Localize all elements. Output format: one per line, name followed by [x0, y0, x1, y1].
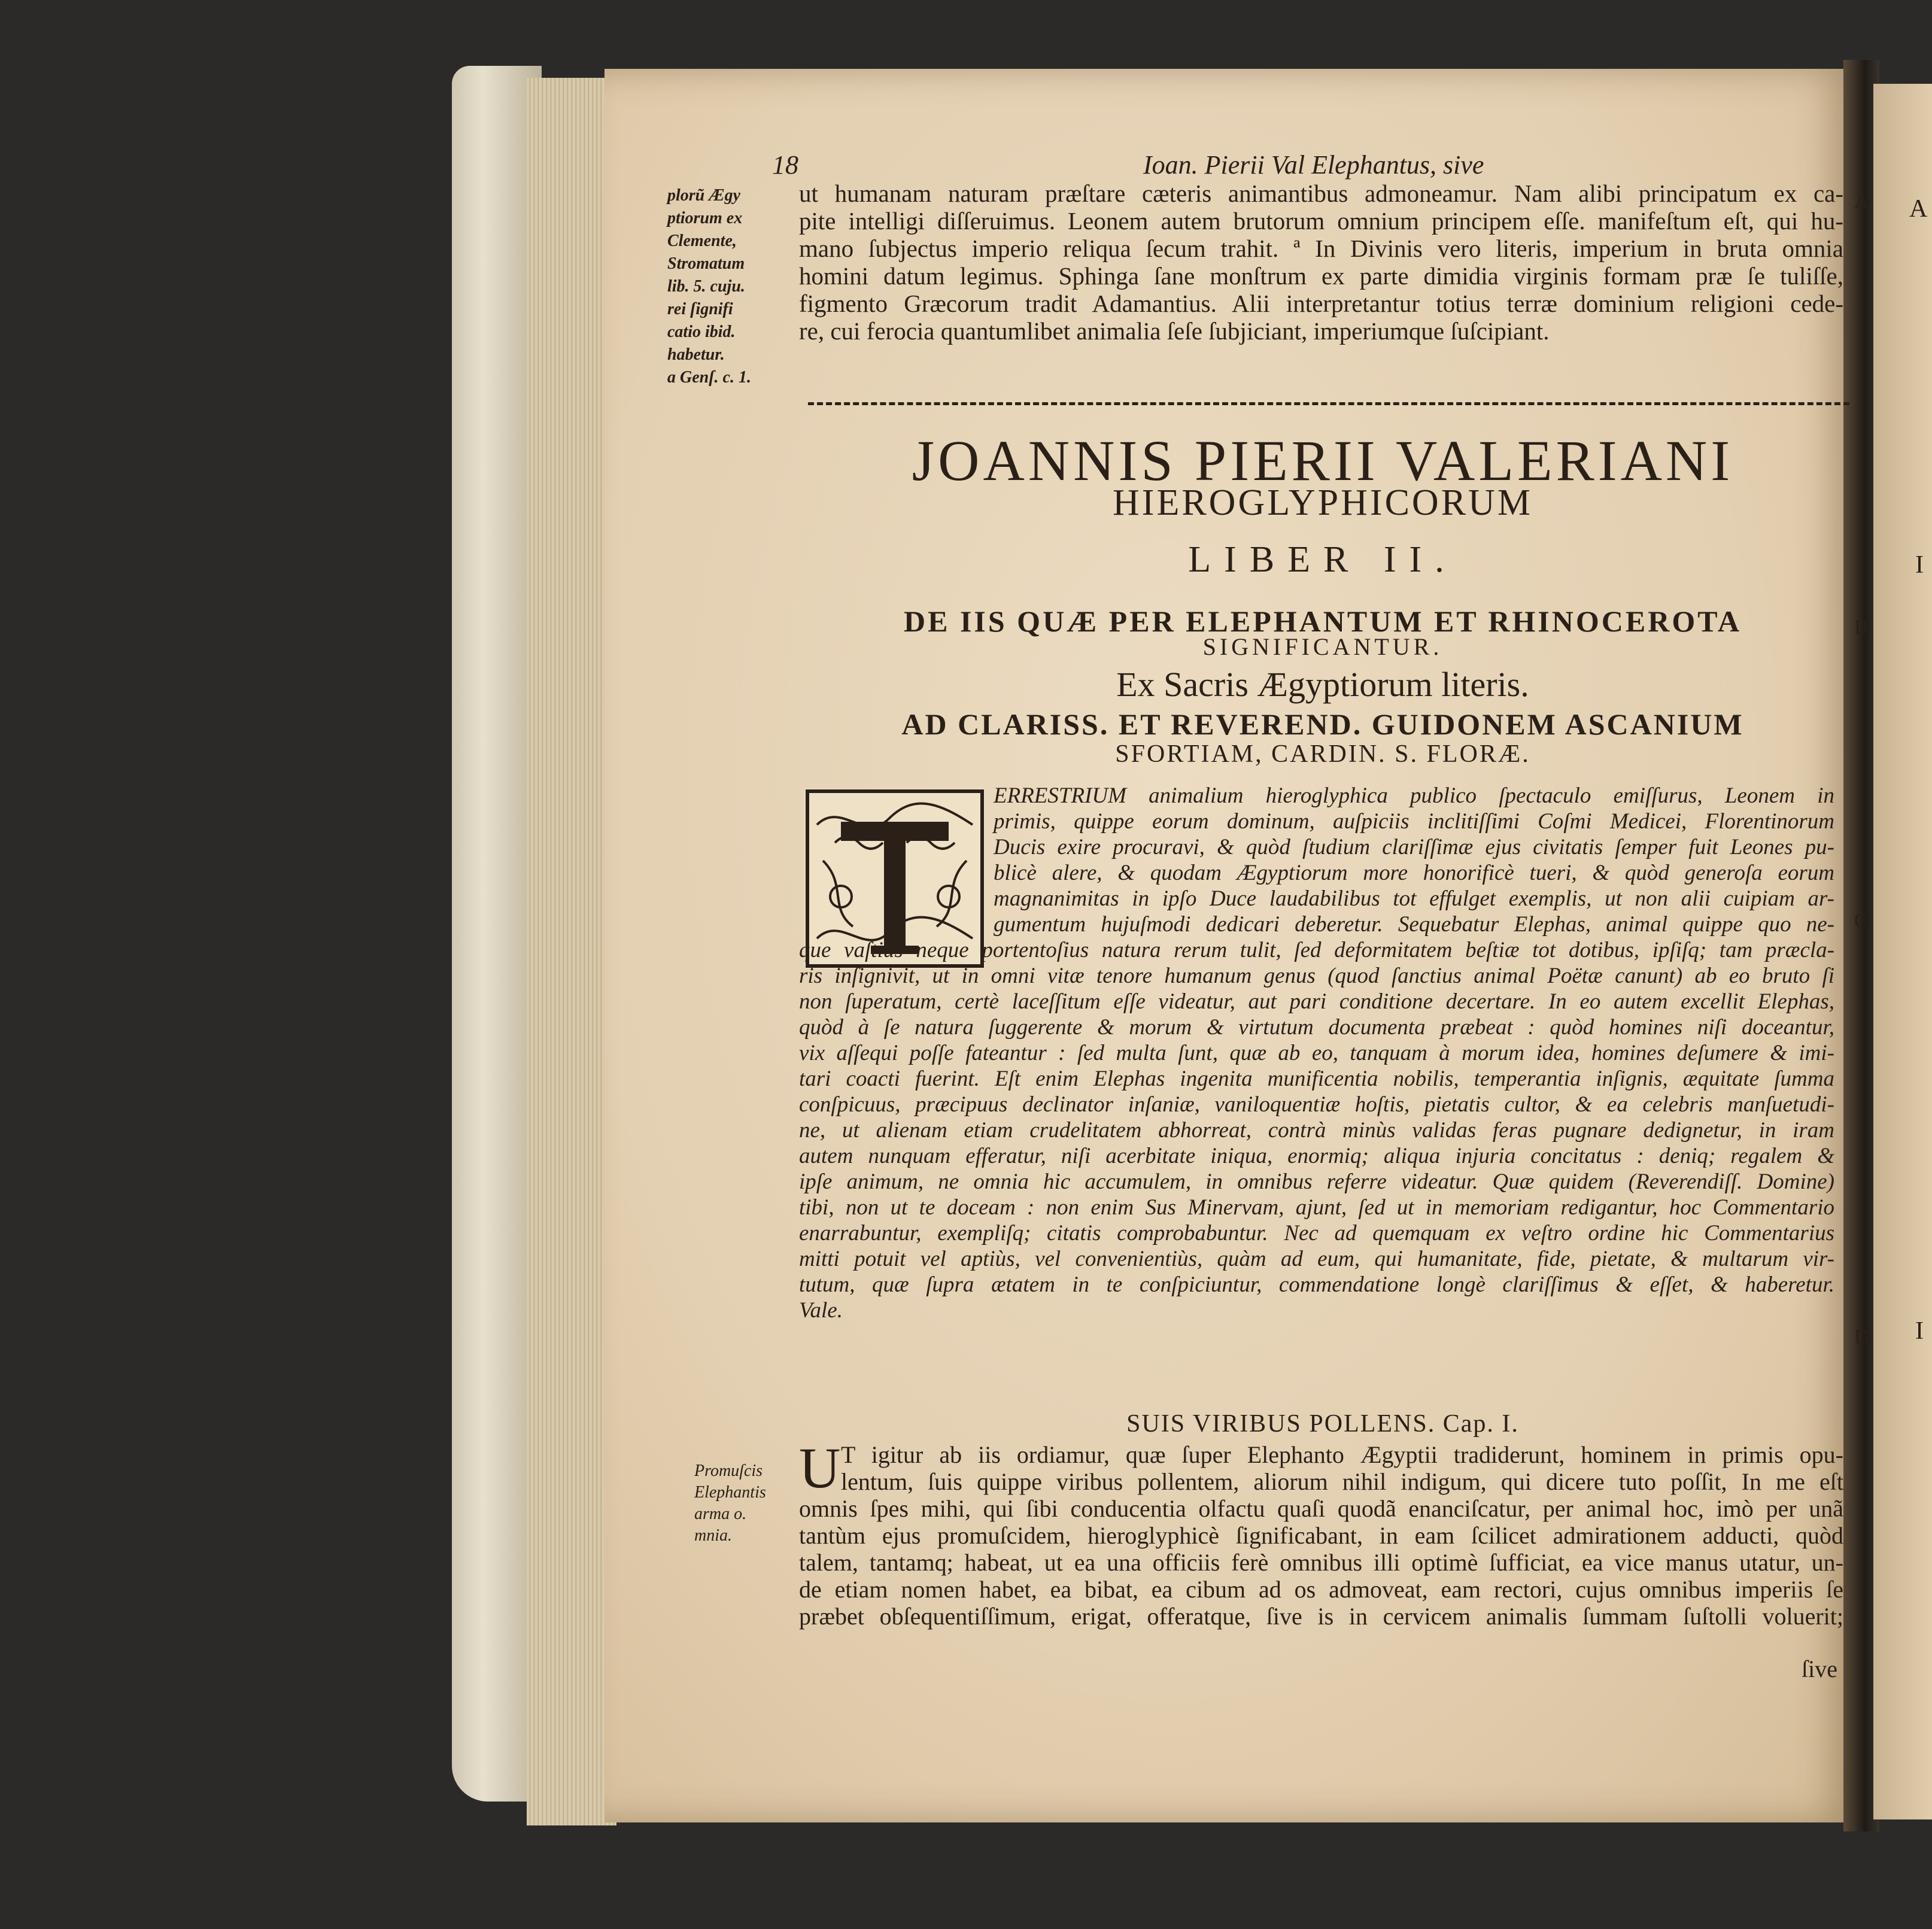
text-line: vix aſſequi poſſe fateantur : ſed multa ſunt, quæ ab eo, tanquam à morum idea, homines deſumere & imi- — [799, 1041, 1834, 1065]
margin-line: lib. 5. cuju. — [667, 277, 745, 296]
text-line: tibi, non ut te doceam : non enim Sus Minervam, ajunt, ſed ut in memoriam redigantur, hoc Commentario — [799, 1195, 1834, 1220]
text-line: non ſuperatum, certè laceſſitum eſſe videatur, aut pari conditione decertare. In eo autem excellit Elephas, — [799, 989, 1834, 1014]
margin-line: habetur. — [667, 345, 725, 364]
margin-line: ptiorum ex — [667, 209, 743, 227]
drop-initial-u: U — [799, 1436, 841, 1500]
margin-note-top — [667, 184, 787, 389]
text-line: præbet obſequentiſſimum, erigat, offeratque, ſive is in cervicem animalis ſummam ſuſtolli voluerit; — [799, 1603, 1843, 1630]
text-line: Ducis exire procuravi, & quòd ſtudium clariſſimæ ejus civitatis ſemper fuit Leones pu- — [994, 835, 1834, 859]
margin-letter-d: D — [1854, 1326, 1869, 1348]
margin-letter-c: C — [1854, 910, 1868, 932]
title-work: HIEROGLYPHICORUM — [1113, 482, 1533, 523]
text-line: quòd à ſe natura ſuggerente & morum & virtutum documenta præbeat : quòd homines niſi doceantur, — [799, 1015, 1834, 1040]
margin-line: Promuſcis — [694, 1462, 763, 1480]
margin-letter-a: A — [1854, 190, 1869, 212]
text-line: autem nunquam efferatur, niſi acerbitate iniqua, enormiq; aliqua injuria concitatus : deniq; regalem & — [799, 1144, 1834, 1168]
facing-letter-a: A — [1909, 195, 1928, 223]
text-line: ne, ut alienam etiam crudelitatem abhorreat, contrà minùs validas feras pugnare dedignetur, in iram — [799, 1118, 1834, 1143]
text-line: tari coacti fuerint. Eſt enim Elephas ingenita munificentia nobilis, temperantia inſignis, æquitate ſumma — [799, 1067, 1834, 1091]
title-book: LIBER II. — [1188, 539, 1457, 580]
margin-line: Elephantis — [694, 1483, 766, 1502]
text-line: blicè alere, & quodam Ægyptiorum more honorificè tueri, & quòd generoſa eorum — [994, 861, 1834, 885]
margin-line: arma o. — [694, 1505, 747, 1523]
text-line: tantùm ejus promuſcidem, hieroglyphicè ſignificabant, in eam ſcilicet admirationem adducti, quòd — [799, 1522, 1843, 1549]
title-dedicatee-cont: SFORTIAM, CARDIN. S. FLORÆ. — [1115, 740, 1530, 768]
text-line: conſpicuus, præcipuus declinator inſaniæ, vaniloquentiæ hoſtis, pietatis cultor, & ea celebris manſuetudi- — [799, 1092, 1834, 1117]
text-line: magnanimitas in ipſo Duce laudabilibus tot effulget exemplis, ut non alii cuipiam ar- — [994, 886, 1834, 911]
text-line: ris inſignivit, ut in omni vitæ tenore humanum genus (quod ſanctius animal Poëtæ canunt) ab eo bruto ſi — [799, 964, 1834, 988]
margin-letter-b: B — [1854, 616, 1868, 639]
text-line: lentum, ſuis quippe viribus pollentem, aliorum nihil indigum, qui dicere tuto poſſit, In me eſt — [841, 1468, 1843, 1495]
text-line: mano ſubjectus imperio reliqua ſecum trahit. ª In Divinis vero literis, imperium in bruta omnia — [799, 235, 1843, 262]
title-subject-cont: SIGNIFICANTUR. — [1202, 633, 1443, 660]
margin-line: mnia. — [694, 1526, 732, 1545]
title-author: JOANNIS PIERII VALERIANI — [912, 429, 1734, 493]
dedication-text — [799, 783, 1834, 1323]
text-line: Vale. — [799, 1298, 843, 1323]
text-line: re, cui ferocia quantumlibet animalia ſeſe ſubjiciant, imperiumque ſuſcipiant. — [799, 317, 1550, 345]
margin-note-chapter — [694, 1460, 814, 1547]
title-subject: DE IIS QUÆ PER ELEPHANTUM ET RHINOCEROTA — [904, 604, 1742, 638]
text-line: que vaſtius neque portentoſius natura rerum tulit, ſed deformitatem beſtiæ tot dotibus, ipſiſq; tam præcla- — [799, 938, 1834, 962]
margin-line: a Genſ. c. 1. — [667, 368, 751, 387]
top-paragraph — [799, 180, 1843, 345]
margin-line: catio ibid. — [667, 323, 736, 341]
page-edges — [527, 78, 616, 1825]
text-line: enarrabuntur, exempliſq; citatis comprobabuntur. Nec ad quemquam ex veſtro ordine hic Commentarius — [799, 1221, 1834, 1246]
section-rule — [808, 402, 1849, 405]
facing-letter-b: I — [1915, 551, 1924, 579]
chapter-text — [799, 1436, 1843, 1630]
margin-line: plorũ Ægy — [667, 186, 741, 205]
text-line: gumentum hujuſmodi dedicari deberetur. Sequebatur Elephas, animal quippe quo ne- — [994, 912, 1834, 937]
text-line: mitti potuit vel aptiùs, vel convenientiùs, quàm ad eum, qui humanitate, fide, pietate, & multarum vir- — [799, 1247, 1834, 1271]
facing-page-edge — [1873, 84, 1932, 1819]
text-line: figmento Græcorum tradit Adamantius. Alii interpretantur totius terræ dominium religioni cede- — [799, 290, 1843, 317]
text-line: tutum, quæ ſupra ætatem in te conſpiciuntur, commendatione longè clariſſimus & eſſet, & haberetur. — [799, 1272, 1834, 1297]
text-line: talem, tantamq; habeat, ut ea una officiis ferè omnibus illi optimè ſufficiat, ea vice manus utatur, un- — [799, 1549, 1843, 1576]
catchword: ſive — [1802, 1655, 1837, 1682]
text-line: homini datum legimus. Sphinga ſane monſtrum ex parte dimidia virginis formam præ ſe tuliſſe, — [799, 262, 1843, 290]
text-line: ut humanam naturam præſtare cæteris animantibus admoneamur. Nam alibi principatum ex ca- — [799, 180, 1843, 207]
margin-line: Stromatum — [667, 254, 745, 273]
title-dedicatee: AD CLARISS. ET REVEREND. GUIDONEM ASCANIUM — [901, 707, 1744, 741]
facing-letter-c: I — [1915, 1317, 1924, 1345]
text-line: ERRESTRIUM animalium hieroglyphica publico ſpectaculo emiſſurus, Leonem in — [994, 783, 1834, 808]
margin-line: rei ſignifi — [667, 300, 733, 318]
margin-line: Clemente, — [667, 232, 737, 250]
page-number: 18 — [772, 150, 798, 180]
text-line: pite intelligi diſſeruimus. Leonem autem brutorum omnium principem eſſe. manifeſtum eſt, qui hu- — [799, 207, 1843, 235]
text-line: T igitur ab iis ordiamur, quæ ſuper Elephanto Ægyptii tradiderunt, hominem in primis opu- — [841, 1441, 1843, 1468]
chapter-heading: SUIS VIRIBUS POLLENS. Cap. I. — [1126, 1410, 1519, 1438]
title-source: Ex Sacris Ægyptiorum literis. — [1116, 665, 1529, 704]
running-title: Ioan. Pierii Val Elephantus, sive — [1143, 150, 1484, 180]
text-line: de etiam nomen habet, ea bibat, ea cibum ad os admoveat, eam rectori, cujus omnibus imperiis ſe — [799, 1576, 1843, 1603]
text-line: primis, quippe eorum dominum, auſpiciis inclitiſſimi Coſmi Medicei, Florentinorum — [994, 809, 1834, 834]
text-line: ipſe animum, ne omnia hic accumulem, in omnibus referre videatur. Quæ quidem (Reverendiſſ. Domine) — [799, 1169, 1834, 1194]
text-line: omnis ſpes mihi, qui ſibi conducentia olfactu quaſi quodã enanciſcatur, per animal hoc, imò per unã — [799, 1495, 1843, 1522]
